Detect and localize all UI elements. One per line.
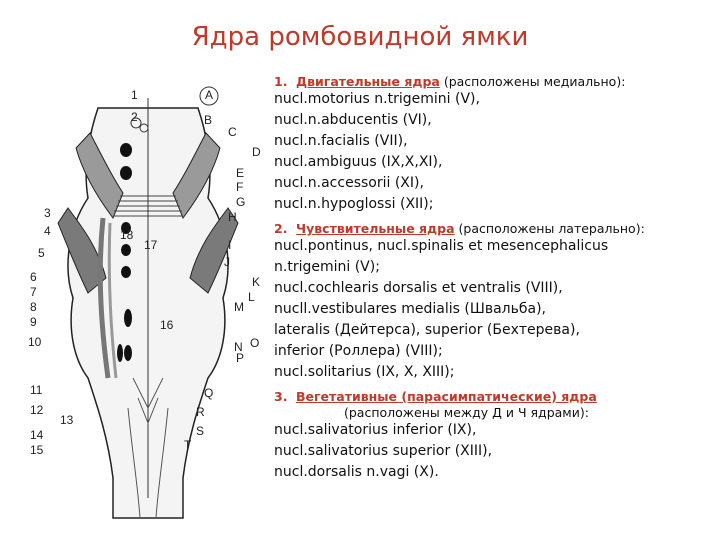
diagram-label: H xyxy=(228,210,237,224)
diagram-label: 5 xyxy=(38,246,45,260)
section-number: 1. xyxy=(274,74,288,89)
list-item: n.trigemini (V); xyxy=(274,259,380,275)
list-item: nucl.n.hypoglossi (XII); xyxy=(274,196,434,212)
diagram-label: F xyxy=(236,180,244,194)
diagram-label: 10 xyxy=(28,335,42,349)
list-item: inferior (Роллера) (VIII); xyxy=(274,343,443,359)
list-item: nucl.solitarius (IX, X, XIII); xyxy=(274,364,455,380)
diagram-label: T xyxy=(184,438,192,452)
list-item: nucl.n.facialis (VII), xyxy=(274,133,408,149)
diagram-label: O xyxy=(250,336,260,350)
diagram-label: D xyxy=(252,145,261,159)
list-item: nucl.motorius n.trigemini (V), xyxy=(274,91,480,107)
list-item: nucl.n.abducentis (VI), xyxy=(274,112,432,128)
list-item: nucl.ambiguus (IX,X,XI), xyxy=(274,154,443,170)
section-header-autonomic xyxy=(274,389,714,404)
diagram-label: 16 xyxy=(160,318,174,332)
diagram-label: 1 xyxy=(131,88,138,102)
diagram-label: N xyxy=(234,340,243,354)
section-header-motor xyxy=(274,74,714,89)
diagram-label: 7 xyxy=(30,285,37,299)
diagram-label: K xyxy=(252,275,261,289)
diagram-label: P xyxy=(236,351,245,365)
diagram-label: M xyxy=(234,300,244,314)
list-item: nucl.n.accessorii (XI), xyxy=(274,175,424,191)
diagram-label: B xyxy=(204,113,213,127)
diagram-label: I xyxy=(228,238,232,252)
section-title: Чувствительные ядра xyxy=(296,221,455,236)
section-number: 3. xyxy=(274,389,288,404)
brainstem-illustration xyxy=(28,78,268,538)
diagram-label: A xyxy=(205,88,214,102)
diagram-label: 3 xyxy=(44,206,51,220)
section-note: (расположены латерально): xyxy=(458,221,645,236)
diagram-label: 9 xyxy=(30,315,37,329)
diagram-label: E xyxy=(236,166,245,180)
nuclei-list xyxy=(274,68,714,483)
diagram-label: 8 xyxy=(30,300,37,314)
list-item: nucl.cochlearis dorsalis et ventralis (VIII), xyxy=(274,280,563,296)
diagram-label: 15 xyxy=(30,443,44,457)
section-number: 2. xyxy=(274,221,288,236)
diagram-label: 13 xyxy=(60,413,74,427)
diagram-label: C xyxy=(228,125,237,139)
diagram-label: 4 xyxy=(44,224,51,238)
list-item: nucl.salivatorius inferior (IX), xyxy=(274,422,477,438)
rhomboid-fossa-diagram xyxy=(28,78,268,538)
diagram-label: Q xyxy=(204,386,214,400)
diagram-label: S xyxy=(196,424,205,438)
diagram-label: 11 xyxy=(30,383,43,397)
diagram-label: J xyxy=(224,255,230,269)
section-note: (расположены между Д и Ч ядрами): xyxy=(344,405,589,420)
diagram-label: R xyxy=(196,405,205,419)
diagram-label: 18 xyxy=(120,228,134,242)
list-item: nucl.pontinus, nucl.spinalis et mesencephalicus xyxy=(274,238,609,254)
list-item: lateralis (Дейтерса), superior (Бехтерева), xyxy=(274,322,580,338)
diagram-label: 6 xyxy=(30,270,37,284)
section-title: Двигательные ядра xyxy=(296,74,440,89)
diagram-label: 2 xyxy=(131,110,138,124)
diagram-label: 17 xyxy=(144,238,158,252)
section-title: Вегетативные (парасимпатические) ядра xyxy=(296,389,597,404)
diagram-label: L xyxy=(248,290,255,304)
diagram-label: 12 xyxy=(30,403,44,417)
list-item: nucll.vestibulares medialis (Швальба), xyxy=(274,301,546,317)
diagram-label: 14 xyxy=(30,428,44,442)
list-item: nucl.dorsalis n.vagi (X). xyxy=(274,464,439,480)
section-header-sensory xyxy=(274,221,714,236)
list-item: nucl.salivatorius superior (XIII), xyxy=(274,443,493,459)
page-title: Ядра ромбовидной ямки xyxy=(191,22,529,52)
section-note: (расположены медиально): xyxy=(443,74,626,89)
diagram-label: G xyxy=(236,195,246,209)
